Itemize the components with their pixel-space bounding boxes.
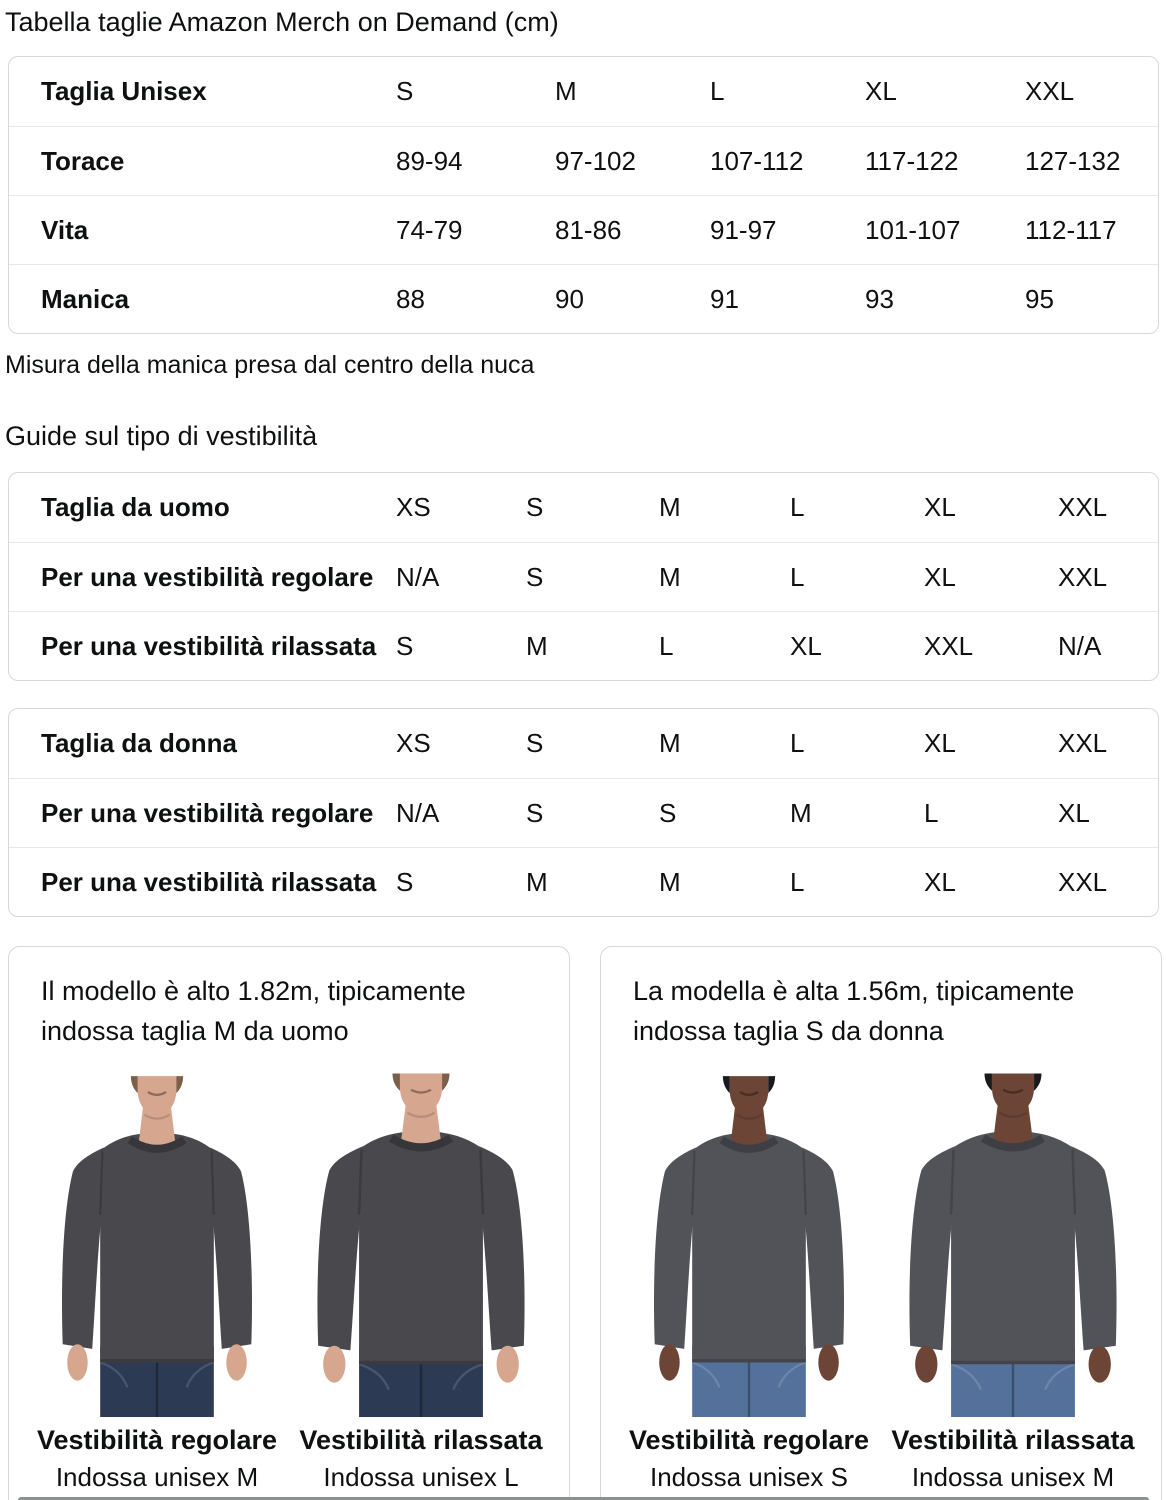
fit-label: Vestibilità rilassata bbox=[891, 1425, 1135, 1456]
wears-label: Indossa unisex M bbox=[55, 1462, 259, 1493]
men-fit-table bbox=[8, 472, 1159, 681]
size-header-cell: XXL bbox=[1058, 728, 1108, 759]
table-row-vita bbox=[9, 195, 1158, 264]
table-cell: 95 bbox=[1025, 283, 1054, 314]
female-model-relaxed-fit-photo bbox=[888, 1065, 1138, 1417]
size-header-cell: L bbox=[790, 728, 805, 759]
size-header-cell: S bbox=[526, 492, 544, 523]
table-cell: 97-102 bbox=[555, 145, 636, 176]
size-header-cell: M bbox=[659, 492, 681, 523]
table-cell: N/A bbox=[396, 797, 440, 828]
sleeve-measure-note: Misura della manica presa dal centro della nuca bbox=[5, 351, 535, 380]
size-header-cell: XXL bbox=[1025, 76, 1075, 107]
wears-label: Indossa unisex L bbox=[323, 1462, 519, 1493]
men-relaxed-fit-row bbox=[9, 611, 1158, 680]
table-cell: XL bbox=[924, 561, 956, 592]
table-cell: 117-122 bbox=[865, 145, 959, 176]
table-cell: XXL bbox=[1058, 561, 1108, 592]
table-cell: 89-94 bbox=[396, 145, 463, 176]
row-label: Manica bbox=[41, 283, 130, 314]
table-cell: S bbox=[396, 630, 414, 661]
fit-label: Vestibilità regolare bbox=[36, 1425, 278, 1456]
row-label: Taglia da uomo bbox=[41, 492, 230, 523]
table-cell: M bbox=[659, 866, 681, 897]
unisex-size-table bbox=[8, 56, 1159, 334]
model-cards bbox=[8, 946, 1159, 1500]
table-cell: M bbox=[526, 866, 548, 897]
table-cell: S bbox=[526, 797, 544, 828]
male-model-heading: Il modello è alto 1.82m, tipicamente indossa taglia M da uomo bbox=[41, 976, 466, 1047]
size-header-cell: S bbox=[396, 76, 414, 107]
male-model-relaxed-fit-photo bbox=[296, 1065, 546, 1417]
row-label: Per una vestibilità regolare bbox=[41, 797, 374, 828]
wears-label: Indossa unisex M bbox=[911, 1462, 1115, 1493]
women-relaxed-fit-row bbox=[9, 847, 1158, 916]
table-cell: 88 bbox=[396, 283, 425, 314]
row-label: Per una vestibilità rilassata bbox=[41, 866, 377, 897]
women-fit-header-row bbox=[9, 709, 1158, 778]
table-cell: S bbox=[396, 866, 414, 897]
table-cell: N/A bbox=[396, 561, 440, 592]
size-header-cell: M bbox=[659, 728, 681, 759]
male-figures bbox=[29, 1065, 549, 1493]
size-table-header-label: Taglia Unisex bbox=[41, 76, 207, 107]
women-fit-table bbox=[8, 708, 1159, 917]
women-regular-fit-row bbox=[9, 778, 1158, 847]
table-cell: 81-86 bbox=[555, 214, 622, 245]
table-cell: 93 bbox=[865, 283, 894, 314]
male-relaxed-figure bbox=[293, 1065, 549, 1493]
row-label: Per una vestibilità regolare bbox=[41, 561, 374, 592]
fit-label: Vestibilità regolare bbox=[628, 1425, 870, 1456]
size-header-cell: M bbox=[555, 76, 577, 107]
size-header-cell: L bbox=[790, 492, 805, 523]
fit-label: Vestibilità rilassata bbox=[299, 1425, 543, 1456]
table-cell: 91 bbox=[710, 283, 739, 314]
table-cell: 91-97 bbox=[710, 214, 777, 245]
table-cell: XL bbox=[1058, 797, 1090, 828]
table-row-torace bbox=[9, 126, 1158, 195]
female-model-card bbox=[600, 946, 1162, 1500]
men-regular-fit-row bbox=[9, 542, 1158, 611]
table-cell: 101-107 bbox=[865, 214, 961, 245]
table-cell: M bbox=[659, 561, 681, 592]
table-row-manica bbox=[9, 264, 1158, 333]
size-header-cell: XL bbox=[865, 76, 897, 107]
size-header-cell: XL bbox=[924, 728, 956, 759]
male-regular-figure bbox=[29, 1065, 285, 1493]
table-cell: 74-79 bbox=[396, 214, 463, 245]
size-header-cell: L bbox=[710, 76, 725, 107]
row-label: Per una vestibilità rilassata bbox=[41, 630, 377, 661]
table-cell: XXL bbox=[1058, 866, 1108, 897]
female-figures bbox=[621, 1065, 1141, 1493]
male-model-card bbox=[8, 946, 570, 1500]
size-table-header-row bbox=[9, 57, 1158, 126]
table-cell: S bbox=[526, 561, 544, 592]
size-header-cell: XS bbox=[396, 492, 431, 523]
size-header-cell: XXL bbox=[1058, 492, 1108, 523]
size-header-cell: S bbox=[526, 728, 544, 759]
row-label: Torace bbox=[41, 145, 125, 176]
table-cell: 112-117 bbox=[1025, 214, 1117, 245]
table-cell: XL bbox=[790, 630, 822, 661]
fit-guide-heading: Guide sul tipo di vestibilità bbox=[5, 421, 318, 452]
table-cell: L bbox=[790, 561, 805, 592]
female-model-regular-fit-photo bbox=[624, 1065, 874, 1417]
table-cell: M bbox=[526, 630, 548, 661]
table-cell: 90 bbox=[555, 283, 584, 314]
table-cell: N/A bbox=[1058, 630, 1102, 661]
male-model-regular-fit-photo bbox=[32, 1065, 282, 1417]
men-fit-header-row bbox=[9, 473, 1158, 542]
table-cell: S bbox=[659, 797, 677, 828]
table-cell: XL bbox=[924, 866, 956, 897]
size-header-cell: XL bbox=[924, 492, 956, 523]
table-cell: 127-132 bbox=[1025, 145, 1121, 176]
female-regular-figure bbox=[621, 1065, 877, 1493]
table-cell: L bbox=[659, 630, 674, 661]
row-label: Taglia da donna bbox=[41, 728, 237, 759]
page-title: Tabella taglie Amazon Merch on Demand (cm) bbox=[5, 7, 559, 37]
row-label: Vita bbox=[41, 214, 89, 245]
female-model-heading: La modella è alta 1.56m, tipicamente indossa taglia S da donna bbox=[633, 976, 1075, 1047]
table-cell: 107-112 bbox=[710, 145, 804, 176]
table-cell: L bbox=[924, 797, 939, 828]
female-relaxed-figure bbox=[885, 1065, 1141, 1493]
table-cell: M bbox=[790, 797, 812, 828]
table-cell: XXL bbox=[924, 630, 974, 661]
wears-label: Indossa unisex S bbox=[649, 1462, 848, 1493]
table-cell: L bbox=[790, 866, 805, 897]
size-header-cell: XS bbox=[396, 728, 431, 759]
